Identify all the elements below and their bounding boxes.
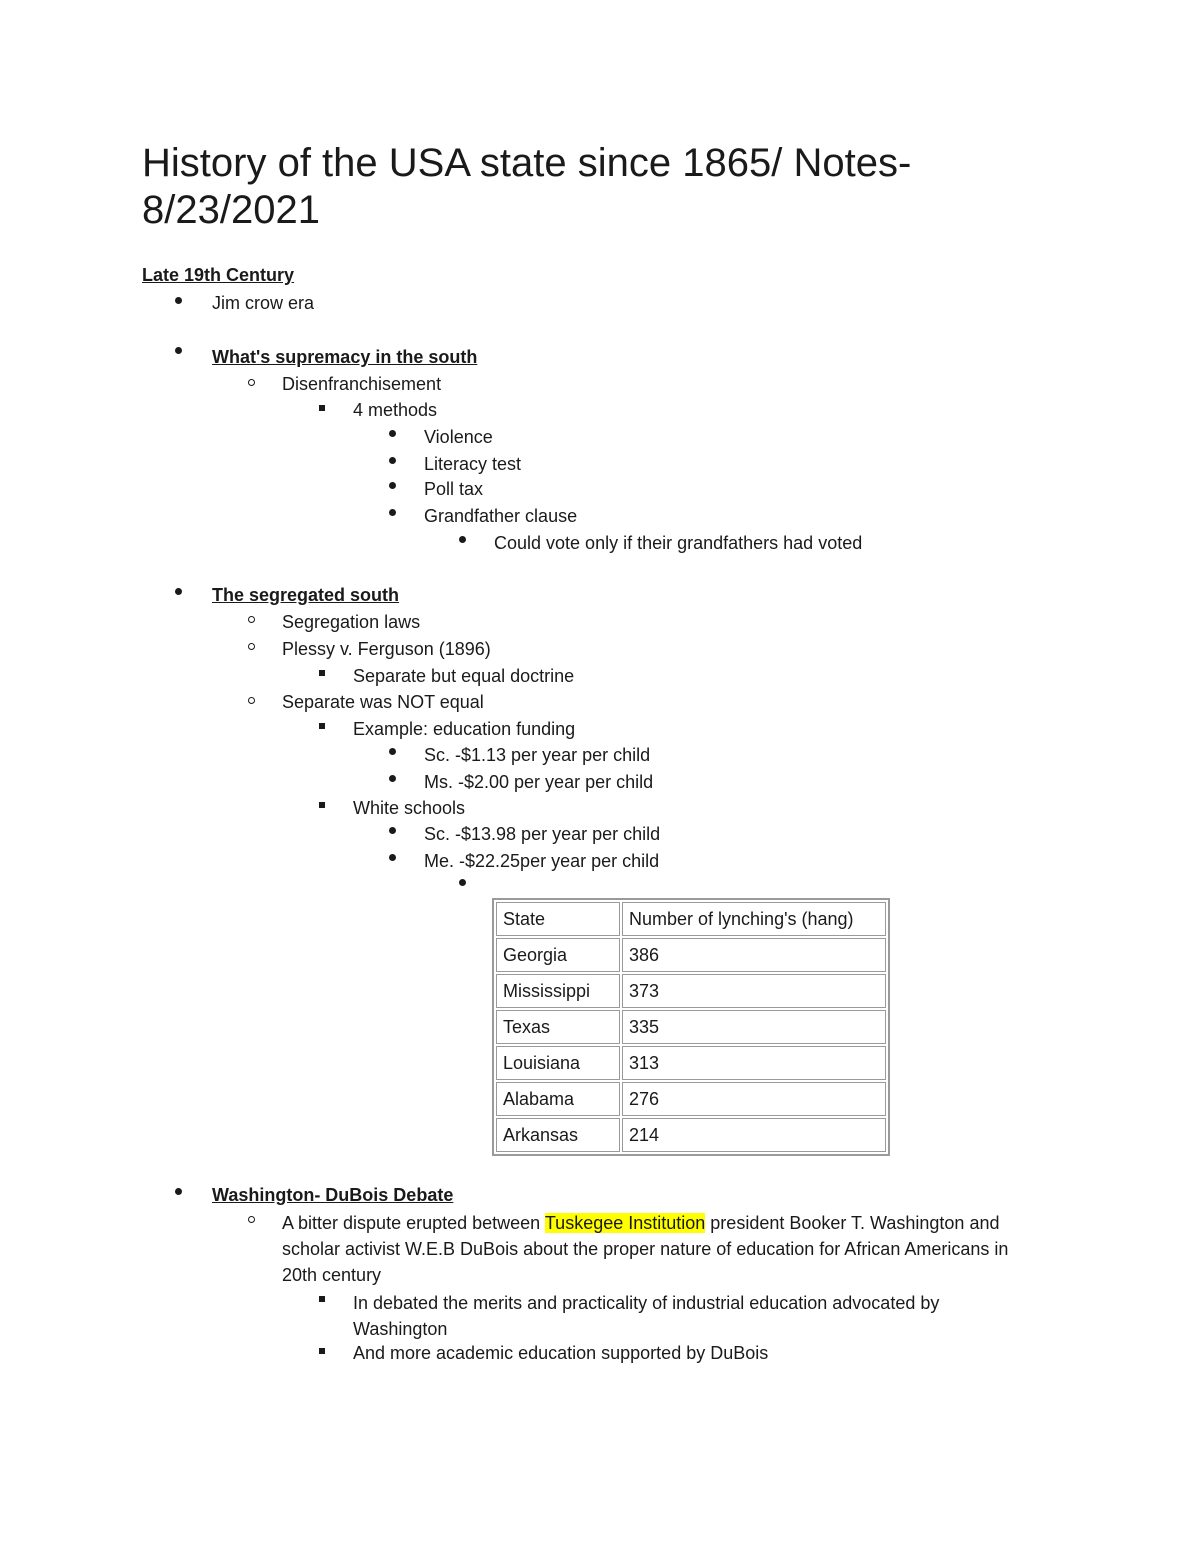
list-item-doctrine: Separate but equal doctrine (353, 666, 575, 686)
table-cell-state: Texas (496, 1010, 620, 1044)
bullet-square (319, 405, 325, 411)
bullet-circle (248, 1216, 255, 1223)
table-row (496, 1118, 886, 1152)
table-cell-count: 313 (622, 1046, 886, 1080)
table-cell-state: Arkansas (496, 1118, 620, 1152)
table-row (496, 1082, 886, 1116)
table-cell-count: 386 (622, 938, 886, 972)
list-item-grandfather-note: Could vote only if their grandfathers had voted (494, 533, 863, 553)
table-header-cell: State (496, 902, 620, 936)
list-item-white-schools: White schools (353, 798, 466, 818)
table-header-row (496, 902, 886, 936)
list-item-not-equal: Separate was NOT equal (282, 692, 484, 712)
table-cell-count: 335 (622, 1010, 886, 1044)
list-item-example: Example: education funding (353, 719, 576, 739)
list-item-jim-crow: Jim crow era (212, 293, 315, 313)
bullet-disc (459, 879, 466, 886)
bullet-disc (389, 509, 396, 516)
table-cell-count: 373 (622, 974, 886, 1008)
table-cell-state: Georgia (496, 938, 620, 972)
bullet-disc (175, 347, 182, 354)
bullet-circle (248, 697, 255, 704)
debate-paragraph (282, 1210, 1042, 1288)
bullet-square (319, 723, 325, 729)
list-item-methods: 4 methods (353, 400, 438, 420)
highlighted-text: Tuskegee Institution (544, 1213, 706, 1233)
heading-segregated-south: The segregated south (212, 585, 400, 605)
list-item-plessy: Plessy v. Ferguson (1896) (282, 639, 491, 659)
section-heading: Late 19th Century (142, 265, 295, 285)
list-item-debate-point: In debated the merits and practicality of industrial education advocated by Washington (353, 1293, 940, 1339)
bullet-disc (389, 482, 396, 489)
list-item-method: Literacy test (424, 454, 522, 474)
bullet-disc (389, 854, 396, 861)
debate-text-before: A bitter dispute erupted between (282, 1213, 545, 1233)
table-cell-count: 214 (622, 1118, 886, 1152)
heading-supremacy: What's supremacy in the south (212, 347, 478, 367)
bullet-square (319, 670, 325, 676)
table-cell-count: 276 (622, 1082, 886, 1116)
table-row (496, 974, 886, 1008)
bullet-circle (248, 616, 255, 623)
heading-debate: Washington- DuBois Debate (212, 1185, 454, 1205)
page-title: History of the USA state since 1865/ Notes- 8/23/2021 (142, 141, 912, 232)
list-item-method: Violence (424, 427, 493, 447)
list-item-disenfranchisement: Disenfranchisement (282, 374, 442, 394)
list-item-funding: Sc. -$1.13 per year per child (424, 745, 651, 765)
table-cell-state: Mississippi (496, 974, 620, 1008)
table-header-cell: Number of lynching's (hang) (622, 902, 886, 936)
table-cell-state: Alabama (496, 1082, 620, 1116)
bullet-disc (389, 775, 396, 782)
list-item-funding: Ms. -$2.00 per year per child (424, 772, 654, 792)
list-item-segregation-laws: Segregation laws (282, 612, 421, 632)
bullet-disc (389, 827, 396, 834)
bullet-disc (175, 1188, 182, 1195)
bullet-disc (175, 297, 182, 304)
bullet-square (319, 1296, 325, 1302)
list-item-funding: Me. -$22.25per year per child (424, 851, 660, 871)
bullet-disc (389, 748, 396, 755)
list-item-debate-point: And more academic education supported by DuBois (353, 1343, 769, 1363)
bullet-disc (389, 457, 396, 464)
debate-text-after: president Booker T. Washington and scholar activist W.E.B DuBois about the proper nature of education for African Americans in 20th century (282, 1213, 1009, 1285)
list-item-method: Poll tax (424, 479, 484, 499)
bullet-circle (248, 379, 255, 386)
lynching-table (492, 898, 890, 1156)
table-row (496, 938, 886, 972)
table-cell-state: Louisiana (496, 1046, 620, 1080)
bullet-disc (459, 536, 466, 543)
table-row (496, 1046, 886, 1080)
bullet-square (319, 802, 325, 808)
bullet-square (319, 1348, 325, 1354)
list-item-funding: Sc. -$13.98 per year per child (424, 824, 661, 844)
bullet-disc (389, 430, 396, 437)
list-item-method: Grandfather clause (424, 506, 578, 526)
bullet-circle (248, 643, 255, 650)
bullet-disc (175, 588, 182, 595)
table-row (496, 1010, 886, 1044)
